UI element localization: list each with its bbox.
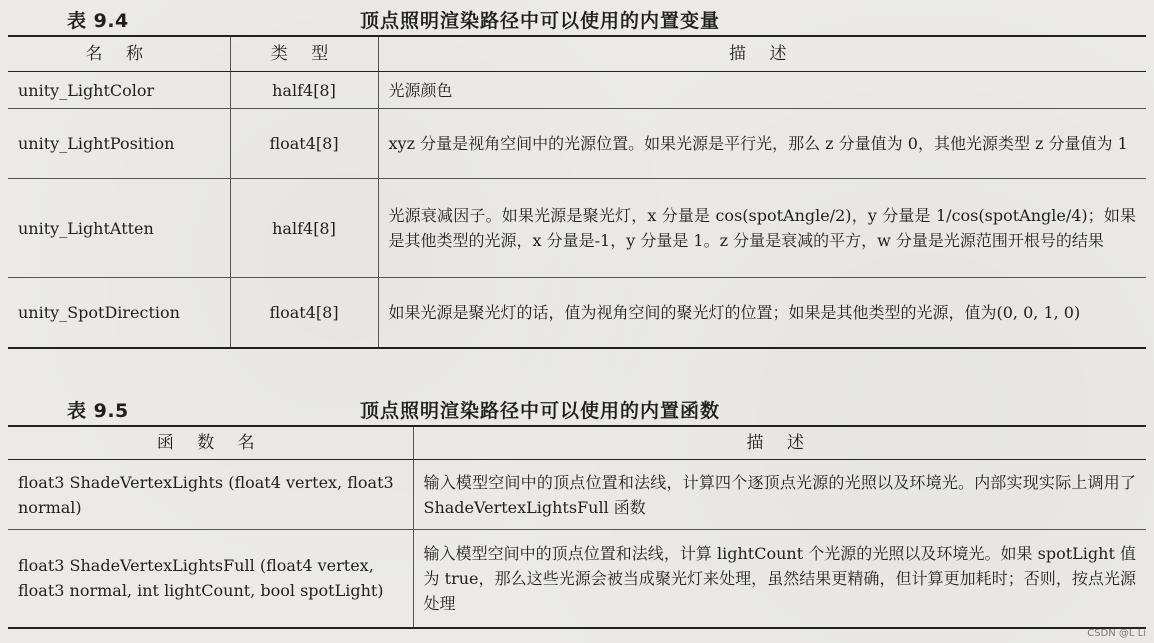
function-description: 输入模型空间中的顶点位置和法线，计算 lightCount 个光源的光照以及环境光。如果 spotLight 值为 true，那么这些光源会被当成聚光灯来处理，虽然结果更精确，但计算更加耗时；否则，按点光源处理 — [413, 530, 1146, 628]
table-row — [8, 179, 1146, 278]
variable-description: 光源衰减因子。如果光源是聚光灯，x 分量是 cos(spotAngle/2)，y 分量是 1/cos(spotAngle/4)；如果是其他类型的光源，x 分量是-1，y 分量是 1。z 分量是衰减的平方，w 分量是光源范围开根号的结果 — [378, 179, 1146, 278]
header-description: 描 述 — [378, 36, 1146, 72]
table-9-4-caption — [0, 4, 1154, 32]
function-name: float3 ShadeVertexLightsFull (float4 vertex, float3 normal, int lightCount, bool spotLight) — [8, 530, 413, 628]
watermark: CSDN @L Li — [1087, 628, 1146, 639]
table-row — [8, 72, 1146, 109]
table-row — [8, 278, 1146, 348]
table-number: 表 9.5 — [67, 400, 129, 422]
variable-name: unity_LightAtten — [8, 179, 230, 278]
variable-type: float4[8] — [230, 109, 378, 179]
variable-description: xyz 分量是视角空间中的光源位置。如果光源是平行光，那么 z 分量值为 0，其他光源类型 z 分量值为 1 — [378, 109, 1146, 179]
builtin-functions-table — [8, 425, 1146, 629]
table-title: 顶点照明渲染路径中可以使用的内置变量 — [360, 10, 721, 32]
function-name: float3 ShadeVertexLights (float4 vertex, float3 normal) — [8, 460, 413, 530]
variable-name: unity_LightColor — [8, 72, 230, 109]
table-number: 表 9.4 — [67, 10, 129, 32]
header-name: 名 称 — [8, 36, 230, 72]
variable-type: half4[8] — [230, 72, 378, 109]
variable-type: half4[8] — [230, 179, 378, 278]
variable-name: unity_LightPosition — [8, 109, 230, 179]
variable-description: 如果光源是聚光灯的话，值为视角空间的聚光灯的位置；如果是其他类型的光源，值为(0, 0, 1, 0) — [378, 278, 1146, 348]
builtin-variables-table — [8, 35, 1146, 349]
table-header-row — [8, 36, 1146, 72]
table-row — [8, 460, 1146, 530]
header-function-name: 函 数 名 — [8, 426, 413, 460]
header-type: 类 型 — [230, 36, 378, 72]
table-header-row — [8, 426, 1146, 460]
table-row — [8, 530, 1146, 628]
variable-name: unity_SpotDirection — [8, 278, 230, 348]
variable-type: float4[8] — [230, 278, 378, 348]
table-9-5-caption — [0, 394, 1154, 422]
variable-description: 光源颜色 — [378, 72, 1146, 109]
function-description: 输入模型空间中的顶点位置和法线，计算四个逐顶点光源的光照以及环境光。内部实现实际上调用了 ShadeVertexLightsFull 函数 — [413, 460, 1146, 530]
table-title: 顶点照明渲染路径中可以使用的内置函数 — [360, 400, 721, 422]
header-description: 描 述 — [413, 426, 1146, 460]
table-row — [8, 109, 1146, 179]
